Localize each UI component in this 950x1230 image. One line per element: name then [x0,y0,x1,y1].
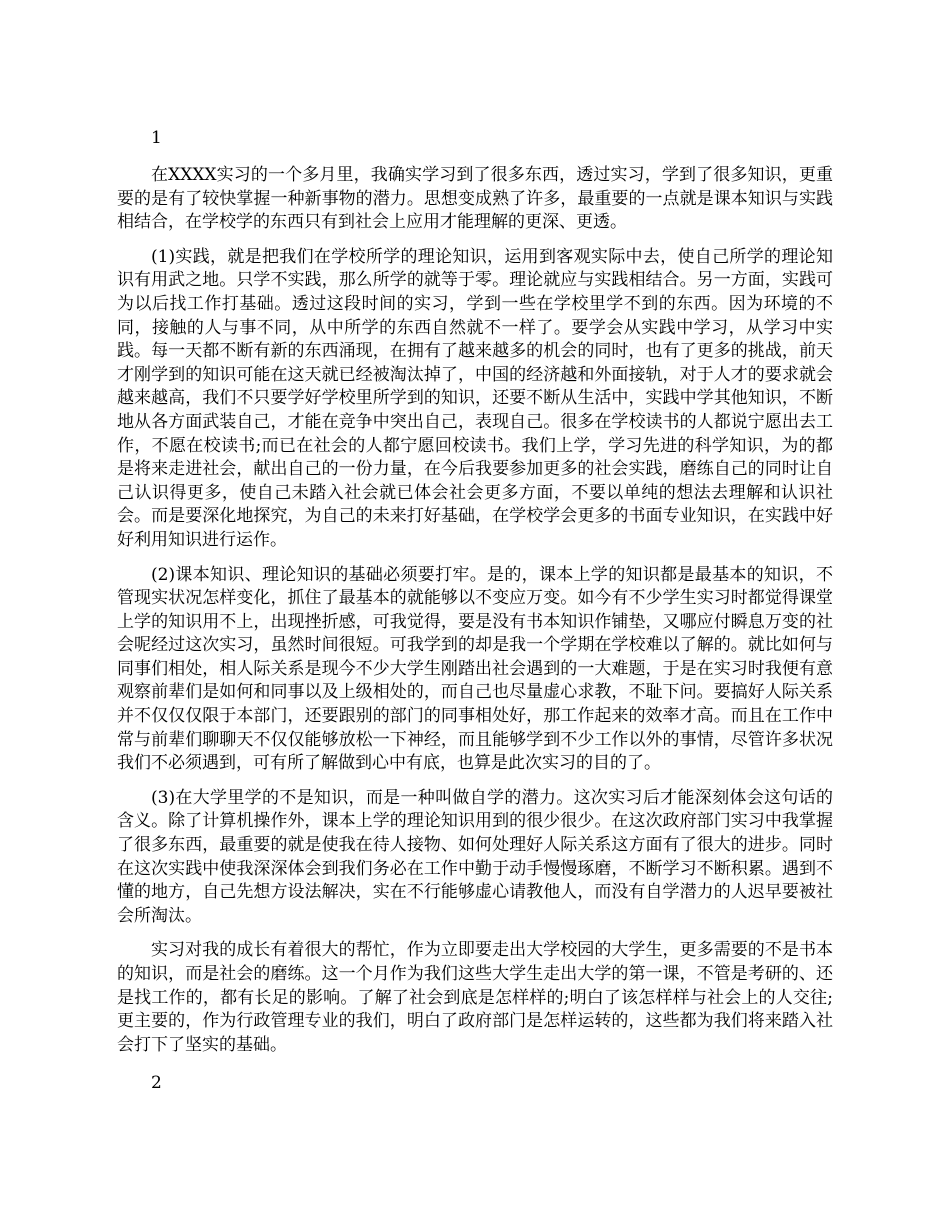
paragraph-conclusion: 实习对我的成长有着很大的帮忙，作为立即要走出大学校园的大学生，更多需要的不是书本的知识，而是社会的磨练。这一个月作为我们这些大学生走出大学的第一课，不管是考研的、还是找工作的，都有长足的影响。了解了社会到底是怎样样的;明白了该怎样样与社会上的人交往;更主要的，作为行政管理专业的我们，明白了政府部门是怎样运转的，这些都为我们将来踏入社会打下了坚实的基础。 [117,940,833,1055]
paragraph-intro: 在XXXX实习的一个多月里，我确实学习到了很多东西，透过实习，学到了很多知识，更重要的是有了较快掌握一种新事物的潜力。思想变成熟了许多，最重要的一点就是课本知识与实践相结合，在学校学的东西只有到社会上应用才能理解的更深、更透。 [117,165,833,233]
page-number: 2 [151,1073,162,1094]
paragraph-point-1: (1)实践，就是把我们在学校所学的理论知识，运用到客观实际中去，使自己所学的理论知识有用武之地。只学不实践，那么所学的就等于零。理论就应与实践相结合。另一方面，实践可为以后找工作打基础。透过这段时间的实习，学到一些在学校里学不到的东西。因为环境的不同，接触的人与事不同，从中所学的东西自然就不一样了。要学会从实践中学习，从学习中实践。每一天都不断有新的东西涌现，在拥有了越来越多的机会的同时，也有了更多的挑战，前天才刚学到的知识可能在这天就已经被淘汰掉了，中国的经济越和外面接轨，对于人才的要求就会越来越高，我们不只要学好学校里所学到的知识，还要不断从生活中，实践中学其他知识，不断地从各方面武装自己，才能在竞争中突出自己，表现自己。很多在学校读书的人都说宁愿出去工作，不愿在校读书;而已在社会的人都宁愿回校读书。我们上学，学习先进的科学知识，为的都是将来走进社会，献出自己的一份力量，在今后我要参加更多的社会实践，磨练自己的同时让自己认识得更多，使自己未踏入社会就已体会社会更多方面，不要以单纯的想法去理解和认识社会。而是要深化地探究，为自己的未来打好基础，在学校学会更多的书面专业知识，在实践中好好利用知识进行运作。 [117,246,833,550]
document-body [117,126,833,1095]
page-number: 1 [151,128,162,148]
paragraph-point-3: (3)在大学里学的不是知识，而是一种叫做自学的潜力。这次实习后才能深刻体会这句话的含义。除了计算机操作外，课本上学的理论知识用到的很少很少。在这次政府部门实习中我掌握了很多东西，最重要的就是使我在待人接物、如何处理好人际关系这方面有了很大的进步。同时在这次实践中使我深深体会到我们务必在工作中勤于动手慢慢琢磨，不断学习不断积累。遇到不懂的地方，自己先想方设法解决，实在不行能够虚心请教他人，而没有自学潜力的人迟早要被社会所淘汰。 [117,787,833,926]
paragraph-point-2: (2)课本知识、理论知识的基础必须要打牢。是的，课本上学的知识都是最基本的知识，不管现实状况怎样变化，抓住了最基本的就能够以不变应万变。如今有不少学生实习时都觉得课堂上学的知识用不上，出现挫折感，可我觉得，要是没有书本知识作铺垫，又哪应付瞬息万变的社会呢经过这次实习，虽然时间很短。可我学到的却是我一个学期在学校难以了解的。就比如何与同事们相处，相人际关系是现今不少大学生刚踏出社会遇到的一大难题，于是在实习时我便有意观察前辈们是如何和同事以及上级相处的，而自己也尽量虚心求教，不耻下问。要搞好人际关系并不仅仅仅限于本部门，还要跟别的部门的同事相处好，那工作起来的效率才高。而且在工作中常与前辈们聊聊天不仅仅能够放松一下神经，而且能够学到不少工作以外的事情，尽管许多状况我们不必须遇到，可有所了解做到心中有底，也算是此次实习的目的了。 [117,564,833,774]
